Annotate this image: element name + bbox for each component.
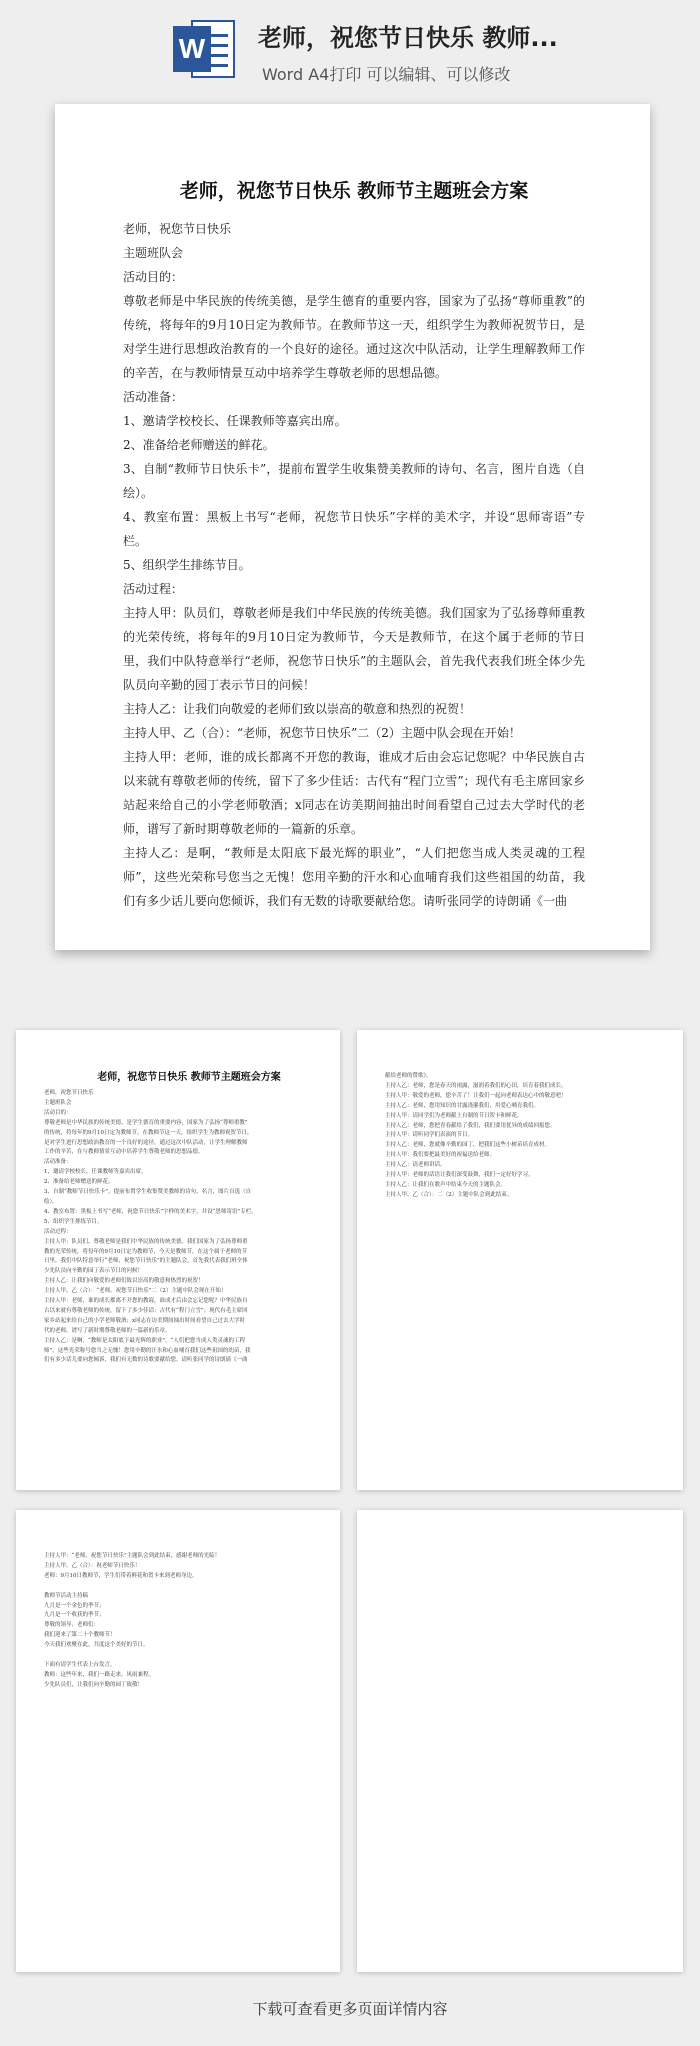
word-logo-letter: W — [173, 26, 211, 72]
main-page-line: 2、准备给老师赠送的鲜花。 — [123, 438, 275, 452]
thumb2-line: 主持人乙：老师，您把青春献给了我们，我们要用优异的成绩回报您。 — [385, 1122, 556, 1129]
download-more-link[interactable]: 下载可查看更多页面详情内容 — [252, 2000, 448, 2018]
thumb1-line: 尊敬老师是中华民族的传统美德，是学生德育的重要内容，国家为了弘扬“尊师重教” — [44, 1119, 248, 1126]
thumb1-line: 活动目的： — [44, 1109, 72, 1116]
thumb1-line: 3、自制“教师节日快乐卡”，提前布置学生收集赞美教师的诗句、名言，图片自选（自 — [44, 1189, 252, 1196]
thumb3-line: 下面有请学生代表上台发言。 — [44, 1661, 116, 1668]
page-thumbnail-3[interactable] — [16, 1510, 340, 1972]
thumb3-line: 教师节活动主持稿 — [44, 1592, 89, 1599]
thumb2-line: 主持人乙：老师，您是春天的雨露，滋润着我们的心田，培育着我们成长。 — [385, 1082, 567, 1089]
thumb2-body — [385, 1072, 675, 1201]
page-thumbnail-1[interactable] — [16, 1030, 340, 1490]
thumb2-line: 主持人乙：老师，您就像辛勤的园丁，把我们这些小树苗培育成材。 — [385, 1142, 551, 1149]
main-page-preview — [55, 104, 650, 950]
thumb2-line: 主持人甲：请同学们为老师献上自制的节日贺卡和鲜花。 — [385, 1112, 523, 1119]
thumb1-line: 主持人甲、乙（合）：“老师，祝您节日快乐”二（2）主题中队会现在开始！ — [44, 1288, 227, 1295]
thumb1-line: 们有多少话儿要向您倾诉，我们有无数的诗歌要献给您。请听张同学的诗朗诵《一曲 — [44, 1357, 248, 1364]
thumb1-line: 主持人甲：队员们，尊敬老师是我们中华民族的传统美德。我们国家为了弘扬尊师重 — [44, 1238, 248, 1245]
main-page-line: 老师，祝您节日快乐 — [123, 222, 232, 236]
thumb1-line: 古以来就有尊敬老师的传统，留下了多少佳话：古代有“程门立雪”；现代有毛主席回 — [44, 1307, 248, 1314]
thumb2-line: 主持人甲：请听同学们表演的节目。 — [385, 1132, 474, 1139]
thumb3-line: 少先队员们，让我们向辛勤的园丁致敬！ — [44, 1681, 144, 1688]
thumb1-line: 5、组织学生排练节目。 — [44, 1218, 103, 1225]
main-page-line: 主持人乙：让我们向敬爱的老师们致以崇高的敬意和热烈的祝贺！ — [123, 702, 472, 716]
thumb1-line: 家乡站起来给自己的小学老师敬酒；x同志在访美期间抽出时间看望自己过去大学时 — [44, 1317, 246, 1324]
thumb3-line: 尊敬的领导、老师们： — [44, 1622, 100, 1629]
page-thumbnail-4-blank[interactable] — [357, 1510, 683, 1972]
main-page-title: 老师，祝您节日快乐 教师节主题班会方案 — [179, 180, 529, 202]
thumb3-line: 主持人甲、乙（合）：祝老师节日快乐！ — [44, 1562, 141, 1569]
thumb2-line: 主持人甲：老师的话语让我们深受鼓舞，我们一定好好学习。 — [385, 1172, 534, 1179]
thumb3-line: 今天我们欢聚在此，共度这个美好的节日。 — [44, 1642, 149, 1649]
header — [0, 0, 700, 100]
thumb3-line: 老师：9月10日教师节，学生们带着鲜花和贺卡来到老师身边。 — [44, 1572, 198, 1579]
thumb1-body — [44, 1089, 334, 1366]
main-page-line: 活动准备： — [123, 390, 184, 404]
main-page-line: 1、邀请学校校长、任课教师等嘉宾出席。 — [123, 414, 347, 428]
thumb2-line: 主持人甲：我们要把最美好的祝福送给老师。 — [385, 1152, 496, 1159]
thumb2-line: 主持人甲：敬爱的老师，您辛苦了！让我们一起向老师表达心中的敬意吧！ — [385, 1092, 567, 1099]
thumb1-line: 工作的辛苦，在与教师情景互动中培养学生尊敬老师的思想品德。 — [44, 1149, 204, 1156]
main-page-line: 主持人甲：老师，谁的成长都离不开您的教诲，谁成才后由会忘记您呢？中华民族自古以来就有尊敬老师的传统，留下了多少佳话：古代有“程门立雪”；现代有毛主席回家乡站起来给自己的小学老师敬酒；x同志在访美期间抽出时间看望自己过去大学时代的老师，谱写了新时期尊敬老师的一篇新的乐章。 — [123, 750, 585, 836]
thumb1-line: 的传统，将每年的9月10日定为教师节。在教师节这一天，组织学生为教师祝贺节日， — [44, 1129, 253, 1136]
main-page-line: 活动过程： — [123, 582, 184, 596]
main-page-line: 4、教室布置：黑板上书写“老师，祝您节日快乐”字样的美术字，并设“思师寄语”专栏。 — [123, 510, 585, 548]
thumb1-line: 活动过程： — [44, 1228, 72, 1235]
thumb3-content — [44, 1552, 334, 1691]
thumb1-line: 2、准备给老师赠送的鲜花。 — [44, 1179, 114, 1186]
thumb2-line: 主持人乙：请老师讲话。 — [385, 1162, 446, 1169]
thumb3-line: 主持人甲：“老师，祝您节日快乐”主题队会到此结束，感谢老师的光临！ — [44, 1553, 221, 1559]
thumb1-line: 少先队员向辛勤的园丁表示节日的问候！ — [44, 1268, 144, 1275]
document-title: 老师，祝您节日快乐 教师... — [258, 24, 558, 52]
main-page-line: 主持人甲：队员们，尊敬老师是我们中华民族的传统美德。我们国家为了弘扬尊师重教的光荣传统，将每年的9月10日定为教师节，今天是教师节，在这个属于老师的节日里，我们中队特意举行“老师，祝您节日快乐”的主题队会，首先我代表我们班全体少先队员向辛勤的园丁表示节日的问候！ — [123, 606, 585, 692]
thumb1-title: 老师，祝您节日快乐 教师节主题班会方案 — [97, 1072, 281, 1083]
thumb1-line: 主持人乙：是啊，“教师是太阳底下最光辉的职业”，“人们把您当成人类灵魂的工程 — [44, 1337, 245, 1344]
thumb3-body — [44, 1552, 334, 1691]
thumb1-line: 活动准备： — [44, 1159, 72, 1166]
thumb1-line: 师”，这些光荣称号您当之无愧！您用辛勤的汗水和心血哺育我们这些祖国的幼苗，我 — [44, 1347, 251, 1354]
thumb1-line: 绘）。 — [44, 1198, 58, 1205]
document-subtitle: Word A4打印 可以编辑、可以修改 — [262, 65, 511, 84]
main-page-line: 活动目的： — [123, 270, 184, 284]
thumb3-line — [44, 1582, 334, 1592]
main-page-line: 3、自制“教师节日快乐卡”，提前布置学生收集赞美教师的诗句、名言，图片自选（自绘）。 — [123, 462, 585, 500]
thumb2-line: 献给老师的赞歌》。 — [385, 1073, 432, 1079]
thumb2-content — [385, 1072, 675, 1201]
main-page-body — [123, 217, 585, 913]
main-page-line: 主持人甲、乙（合）：“老师，祝您节日快乐”二（2）主题中队会现在开始！ — [123, 726, 521, 740]
thumb2-line: 主持人乙：老师，您用知识的甘露浇灌我们，用爱心哺育我们。 — [385, 1102, 540, 1109]
thumb3-line: 九月是一个收获的季节； — [44, 1612, 105, 1619]
thumb1-content — [44, 1068, 334, 1366]
main-page-content — [123, 176, 585, 913]
thumb1-line: 老师，祝您节日快乐 — [44, 1090, 94, 1096]
thumb3-line: 我们迎来了第二十个教师节！ — [44, 1632, 116, 1639]
thumb1-line: 4、教室布置：黑板上书写“老师，祝您节日快乐”字样的美术字，并设“思师寄语”专栏。 — [44, 1208, 257, 1215]
main-page-line: 5、组织学生排练节目。 — [123, 558, 251, 572]
main-page-line: 主题班队会 — [123, 246, 184, 260]
thumb1-line: 1、邀请学校校长、任课教师等嘉宾出席。 — [44, 1169, 147, 1176]
thumb3-line: 教师：这些年来，我们一路走来，风雨兼程。 — [44, 1671, 155, 1678]
thumb1-line: 主题班队会 — [44, 1099, 72, 1106]
thumb1-line: 是对学生进行思想政治教育的一个良好的途径。通过这次中队活动，让学生理解教师 — [44, 1139, 248, 1146]
thumb1-line: 代的老师，谱写了新时期尊敬老师的一篇新的乐章。 — [44, 1327, 171, 1334]
thumb3-line — [44, 1651, 334, 1661]
word-doc-icon — [173, 16, 237, 82]
thumb1-line: 日里，我们中队特意举行“老师，祝您节日快乐”的主题队会，首先我代表我们班全体 — [44, 1258, 248, 1265]
thumb1-line: 主持人乙：让我们向敬爱的老师们致以崇高的敬意和热烈的祝贺！ — [44, 1278, 204, 1285]
main-page-line: 尊敬老师是中华民族的传统美德，是学生德育的重要内容，国家为了弘扬“尊师重教”的传统，将每年的9月10日定为教师节。在教师节这一天，组织学生为教师祝贺节日，是对学生进行思想政治教育的一个良好的途径。通过这次中队活动，让学生理解教师工作的辛苦，在与教师情景互动中培养学生尊敬老师的思想品德。 — [123, 294, 585, 380]
main-page-line: 主持人乙：是啊，“教师是太阳底下最光辉的职业”，“人们把您当成人类灵魂的工程师”，这些光荣称号您当之无愧！您用辛勤的汗水和心血哺育我们这些祖国的幼苗，我们有多少话儿要向您倾诉，我们有无数的诗歌要献给您。请听张同学的诗朗诵《一曲 — [123, 846, 585, 908]
thumb1-line: 主持人甲：老师，谁的成长都离不开您的教诲，谁成才后由会忘记您呢？中华民族自 — [44, 1298, 248, 1305]
thumb3-line: 九月是一个金色的季节； — [44, 1602, 105, 1609]
thumb1-line: 教的光荣传统，将每年的9月10日定为教师节，今天是教师节，在这个属于老师的节 — [44, 1248, 248, 1255]
thumb2-line: 主持人乙：让我们在歌声中结束今天的主题队会。 — [385, 1181, 507, 1188]
page-thumbnail-2[interactable] — [357, 1030, 683, 1490]
thumb2-line: 主持人甲、乙（合）：二（2）主题中队会到此结束。 — [385, 1191, 513, 1198]
